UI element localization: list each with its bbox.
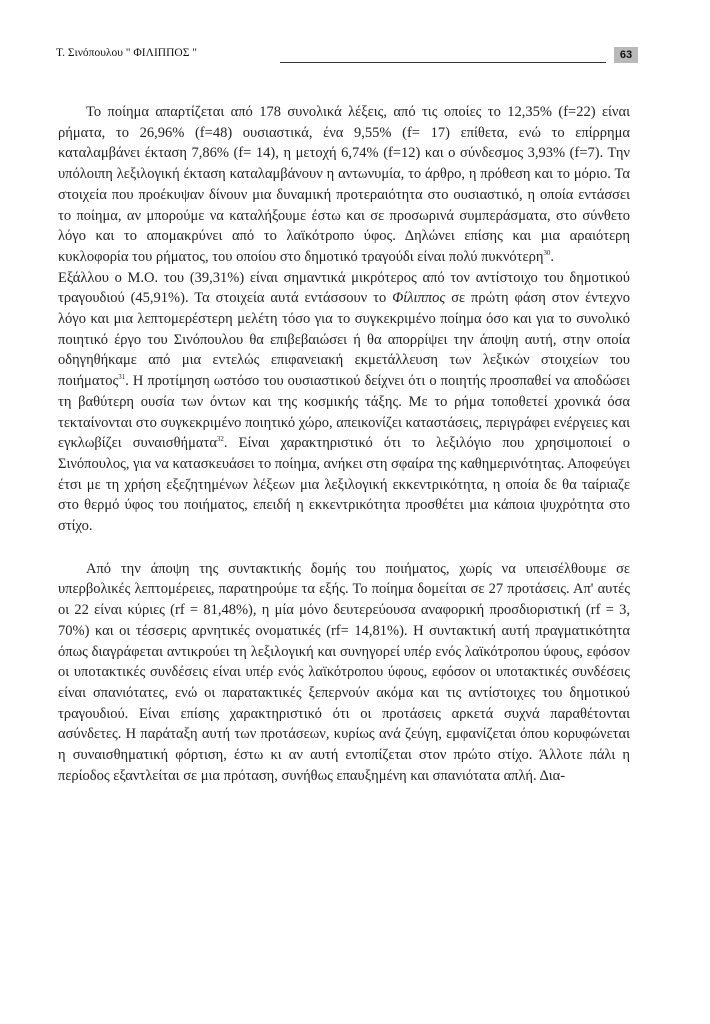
footnote-ref: 30 bbox=[543, 248, 551, 257]
running-header bbox=[56, 44, 642, 68]
paragraph-text: Εξάλλου ο Μ.Ο. του (39,31%) είναι σημαντικά μικρότερος από τον αντίστοιχο του δημοτικού τραγουδιού (45,91%). Τα στοιχεία αυτά εντάσσουν το bbox=[58, 269, 630, 307]
paragraph-lexical-stats: Το ποίημα απαρτίζεται από 178 συνολικά λέξεις, από τις οποίες το 12,35% (f=22) είναι ρήματα, το 26,96% (f=48) ουσιαστικά, ένα 9,55% (f= 17) επίθετα, ενώ το επίρρημα καταλαμβάνει έκταση 7,86% (f= 14), η μετοχή 6,74% (f=12) και ο σύνδεσμος 3,93% (f=7). Την υπόλοιπη λεξιλογική έκταση καταλαμβάνουν η αντωνυμία, το άρθρο, η πρόθεση και το μόριο. Τα στοιχεία που προέκυψαν δίνουν μια δυναμική προτεραιότητα στο ουσιαστικό, η οποία εντάσσει το ποίημα, αν μπορούμε να καταλήξουμε έστω και σε προσωρινά συμπεράσματα, στο σύνθετο λόγο και το απομακρύνει από το λαϊκότροπο ύφος. Δηλώνει επίσης και μια αραιότερη κυκλοφορία του ρήματος, του οποίου στο δημοτικό τραγούδι είναι πολύ πυκνότερη$^{30}$. bbox=[58, 104, 630, 265]
paragraph-text: . Η προτίμηση ωστόσο του ουσιαστικού δείχνει ότι ο ποιητής προσπαθεί να αποδώσει τη βαθύτερη ουσία των όντων και της κοσμικής τάξης. Με το ρήμα τοποθετεί χρονικά όσα τεκταίνονται στο συγκεκριμένο ποιητικό χώρο, απεικονίζει καταστάσεις, περιγράφει ενέργειες και εγκλωβίζει συναισθήματα bbox=[58, 373, 630, 452]
paragraph-syntax bbox=[58, 559, 630, 787]
paragraph-mean-comparison bbox=[58, 268, 630, 537]
paragraph-text: Από την άποψη της συντακτικής δομής του ποιήματος, χωρίς να υπεισέλθουμε σε υπερβολικές λεπτομέρειες, παρατηρούμε τα εξής. Το ποίημα δομείται σε 27 προτάσεις. Απ' αυτές οι 22 είναι κύριες (rf = 81,48%), η μία μόνο δευτερεύουσα αναφορική προσδιοριστική (rf = 3, 70%) και οι τέσσερις αρνητικές ονοματικές (rf= 14,81%). Η συντακτική αυτή πραγματικότητα όπως διαγράφεται αντικρούει τη λεξιλογική και συνηγορεί υπέρ ενός λαϊκότροπου ύφους, εφόσον οι υποτακτικές συνδέσεις είναι υπέρ ενός λαϊκότροπου ύφους, εφόσον οι υποτακτικές συνδέσεις είναι σπανιότατες, ενώ οι παρατακτικές ξεπερνούν ακόμα και τις αντίστοιχες του δημοτικού τραγουδιού. Είναι επίσης χαρακτηριστικό ότι οι προτάσεις αρκετά συχνά παραθέτονται ασύνδετες. Η παράταξη αυτή των προτάσεων, κυρίως ανά ζεύγη, εμφανίζεται όπου κορυφώνεται η συναισθηματική φόρτιση, έστω κι αν αυτή εντοπίζεται στον πρώτο στίχο. Άλλοτε πάλι η περίοδος εξαντλείται σε μια πρόταση, συνήθως επαυξημένη και σπανιότατα απλή. Δια- bbox=[58, 560, 630, 784]
header-author-title: Τ. Σινόπουλου " ΦΙΛΙΠΠΟΣ " bbox=[56, 47, 197, 59]
paragraph-text: Το ποίημα απαρτίζεται από 178 συνολικά λέξεις, από τις οποίες το 12,35% (f=22) είναι ρήματα, το 26,96% (f=48) ουσιαστικά, ένα 9,55% (f= 17) επίθετα, ενώ το επίρρημα καταλαμβάνει έκταση 7,86% (f= 14), η μετοχή 6,74% (f=12) και ο σύνδεσμος 3,93% (f=7). Την υπόλοιπη λεξιλογική έκταση καταλαμβάνουν η αντωνυμία, το άρθρο, η πρόθεση και το μόριο. Τα στοιχεία που προέκυψαν δίνουν μια δυναμική προτεραιότητα στο ουσιαστικό, η οποία εντάσσει το ποίημα, αν μπορούμε να καταλήξουμε έστω και σε προσωρινά συμπεράσματα, στο σύνθετο λόγο και το απομακρύνει από το λαϊκότροπο ύφος. Δηλώνει επίσης και μια αραιότερη κυκλοφορία του ρήματος, του οποίου στο δημοτικό τραγούδι είναι πολύ πυκνότερη bbox=[58, 104, 630, 265]
paragraph-text: σε πρώτη φάση στον έντεχνο λόγο και μια λεπτομερέστερη μελέτη τόσο για το συγκεκριμένο ποίημα όσο και για το συνολικό ποιητικό έργο του Σινόπουλου θα επιβεβαιώσει ή θα απορρίψει την άποψη αυτή, στην οποία οδηγηθήκαμε από μια εντελώς επιφανειακή εκμετάλλευση των λεξικών στοιχείων του ποιήματος bbox=[58, 290, 630, 390]
footnote-ref: 31 bbox=[118, 373, 126, 382]
page-number: 63 bbox=[614, 47, 638, 63]
footnote-ref: 32 bbox=[216, 435, 224, 444]
poem-title: Φίλιππος bbox=[392, 290, 446, 307]
header-rule bbox=[280, 62, 606, 63]
body-text bbox=[58, 102, 630, 787]
paragraph-text: . Είναι χαρακτηριστικό ότι το λεξιλόγιο που χρησιμοποιεί ο Σινόπουλος, για να κατασκευάσει το ποίημα, ανήκει στη σφαίρα της καθημερινότητας. Αποφεύγει έτσι με τη χρήση εξεζητημένων λέξεων μια λεξιλογική εκκεντρικότητα, η οποία δε θα ταίριαζε στο θερμό ύφος του ποιήματος, επειδή η εκκεντρικότητα προσθέτει μια κάποια ψυχρότητα στο στίχο. bbox=[58, 435, 630, 535]
